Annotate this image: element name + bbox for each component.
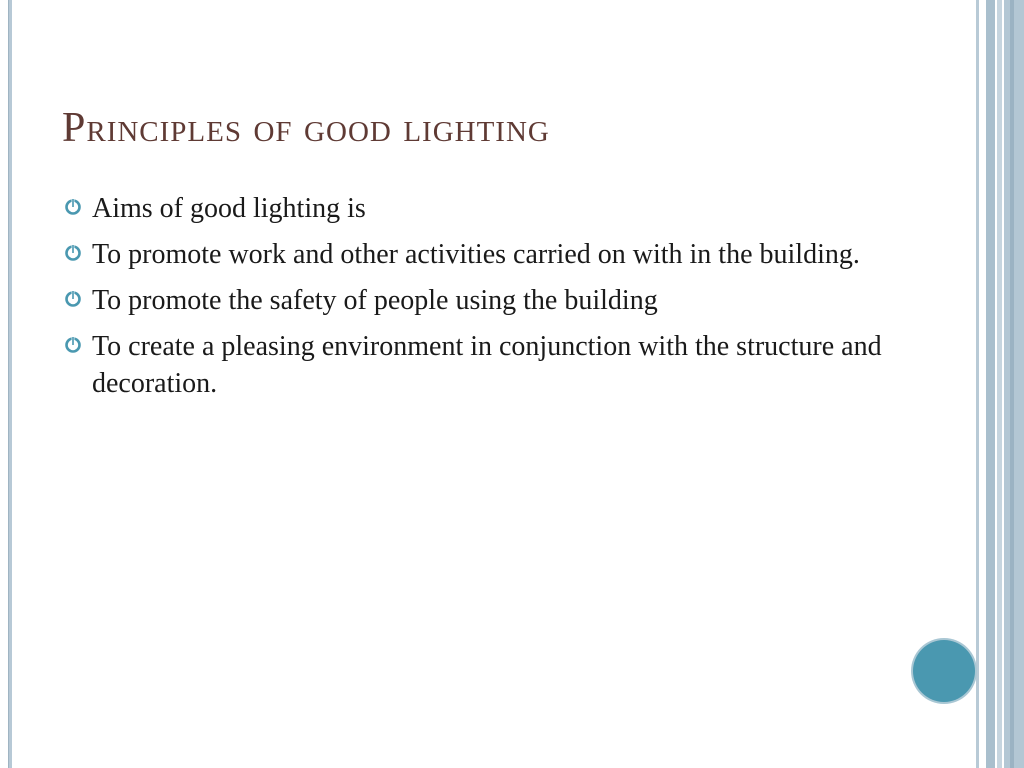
bullet-text: To promote work and other activities carried on with in the building. [92,239,860,270]
slide-title: Principles of good lighting [62,105,550,151]
bullet-text: To create a pleasing environment in conjunction with the structure and decoration. [92,331,882,399]
link-icon [64,290,82,308]
bullet-list [64,190,884,411]
bullet-text: Aims of good lighting is [92,193,366,224]
bullet-item [64,190,884,227]
decorative-circle [913,640,975,702]
link-icon [64,244,82,262]
bullet-item [64,328,884,402]
right-border-stripe [997,0,1002,768]
right-border-stripe [1010,0,1014,768]
right-border-stripe [986,0,995,768]
right-border-stripe [976,0,979,768]
bullet-text: To promote the safety of people using the building [92,285,658,316]
left-border [8,0,12,768]
right-border-stripe [1004,0,1024,768]
link-icon [64,198,82,216]
link-icon [64,336,82,354]
bullet-item [64,282,884,319]
bullet-item [64,236,884,273]
